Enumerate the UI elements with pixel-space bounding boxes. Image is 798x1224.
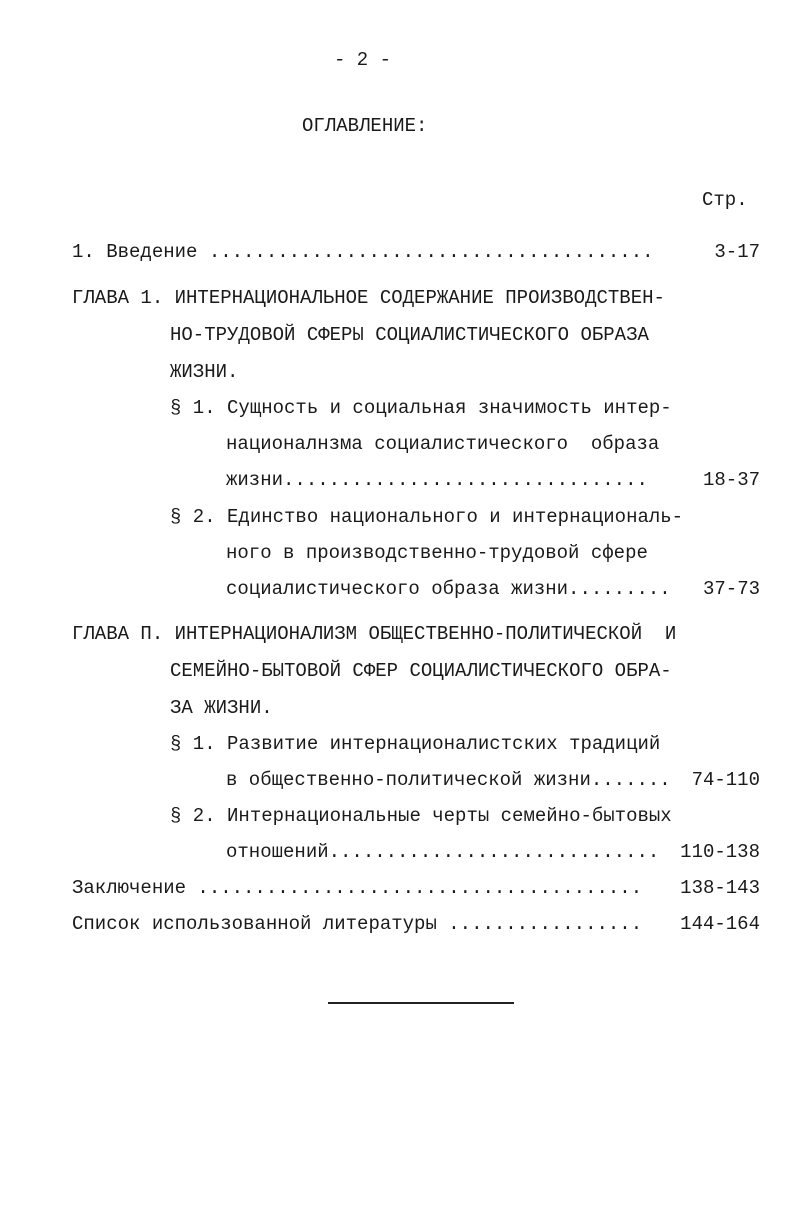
toc-chapter-2-line-3: ЗА ЖИЗНИ. [170, 697, 273, 719]
toc-entry-introduction-pages: 3-17 [714, 241, 760, 263]
toc-entry-conclusion: Заключение ....................................... [72, 877, 643, 899]
toc-ch1-section-2-line-1: § 2. Единство национального и интернациональ- [170, 506, 684, 528]
toc-entry-introduction: 1. Введение ....................................... [72, 241, 654, 263]
toc-entry-bibliography-pages: 144-164 [680, 913, 760, 935]
toc-chapter-2-line-2: СЕМЕЙНО-БЫТОВОЙ СФЕР СОЦИАЛИСТИЧЕСКОГО ОБРА- [170, 660, 672, 682]
toc-ch1-section-1-line-2: националнзма социалистического образа [226, 433, 660, 455]
toc-ch2-section-2-line-1: § 2. Интернациональные черты семейно-бытовых [170, 805, 672, 827]
toc-ch2-section-1-pages: 74-110 [691, 769, 760, 791]
toc-ch2-section-1-line-2: в общественно-политической жизни....... [226, 769, 671, 791]
toc-ch1-section-2-pages: 37-73 [702, 578, 760, 600]
toc-ch2-section-2-line-2: отношений............................. [226, 841, 660, 863]
page-number: - 2 - [334, 49, 392, 71]
toc-chapter-1-line-3: ЖИЗНИ. [170, 361, 239, 383]
toc-ch1-section-1-line-1: § 1. Сущность и социальная значимость интер- [170, 397, 672, 419]
toc-chapter-1-line-1: ГЛАВА 1. ИНТЕРНАЦИОНАЛЬНОЕ СОДЕРЖАНИЕ ПРОИЗВОДСТВЕН- [72, 287, 665, 309]
toc-ch1-section-2-line-2: ного в производственно-трудовой сфере [226, 542, 648, 564]
toc-ch1-section-1-pages: 18-37 [702, 469, 760, 491]
toc-ch2-section-2-pages: 110-138 [680, 841, 760, 863]
toc-entry-conclusion-pages: 138-143 [680, 877, 760, 899]
toc-ch1-section-2-line-3: социалистического образа жизни......... [226, 578, 671, 600]
toc-ch2-section-1-line-1: § 1. Развитие интернационалистских традиций [170, 733, 661, 755]
toc-chapter-2-line-1: ГЛАВА П. ИНТЕРНАЦИОНАЛИЗМ ОБЩЕСТВЕННО-ПОЛИТИЧЕСКОЙ И [72, 623, 677, 645]
page-column-label: Стр. [702, 189, 748, 211]
toc-entry-bibliography: Список использованной литературы ................. [72, 913, 643, 935]
closing-rule [328, 1002, 514, 1004]
toc-heading: ОГЛАВЛЕНИЕ: [302, 115, 428, 137]
toc-chapter-1-line-2: НО-ТРУДОВОЙ СФЕРЫ СОЦИАЛИСТИЧЕСКОГО ОБРАЗА [170, 324, 649, 346]
toc-ch1-section-1-line-3: жизни................................ [226, 469, 648, 491]
